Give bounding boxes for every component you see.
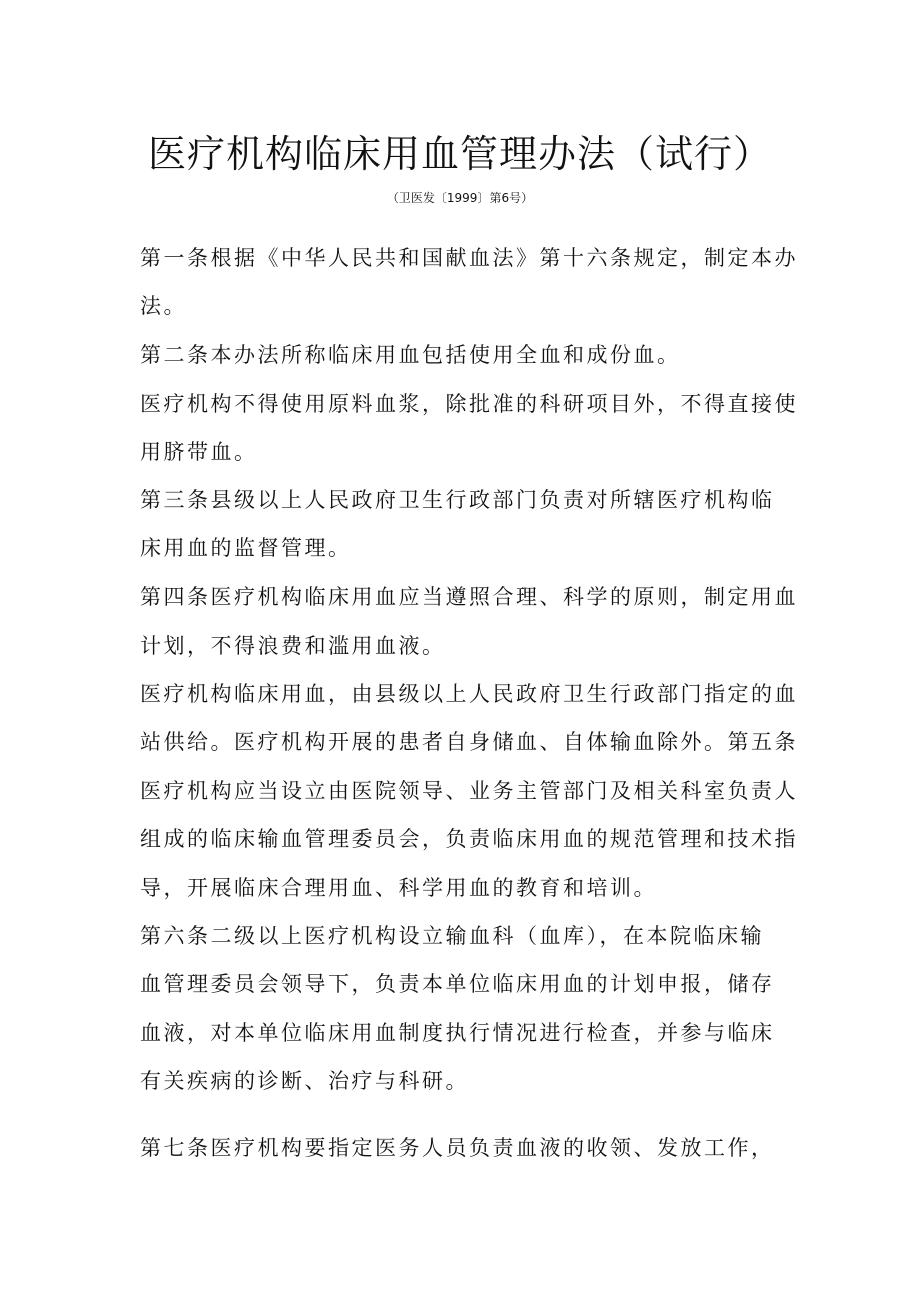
text-line: 医疗机构应当设立由医院领导、业务主管部门及相关科室负责人: [140, 779, 798, 803]
text-line: 第二条本办法所称临床用血包括使用全血和成份血。: [140, 343, 681, 367]
text-line: 血管理委员会领导下，负责本单位临床用血的计划申报，储存: [140, 972, 775, 996]
text-line: 站供给。医疗机构开展的患者自身储血、自体输血除外。第五条: [140, 730, 798, 754]
text-line: 医疗机构不得使用原料血浆，除批准的科研项目外，不得直接使: [140, 392, 798, 416]
text-line: 第四条医疗机构临床用血应当遵照合理、科学的原则，制定用血: [140, 585, 798, 609]
text-line: 法。: [140, 294, 187, 318]
text-line: 床用血的监督管理。: [140, 536, 352, 560]
text-line: 第六条二级以上医疗机构设立输血科（血库），在本院临床输: [140, 924, 764, 948]
text-line: 组成的临床输血管理委员会，负责临床用血的规范管理和技术指: [140, 827, 798, 851]
document-number: （卫医发〔1999〕第6号）: [386, 191, 534, 205]
text-line: 第一条根据《中华人民共和国献血法》第十六条规定，制定本办: [140, 246, 798, 270]
text-line: 有关疾病的诊断、治疗与科研。: [140, 1069, 469, 1093]
text-line: 第七条医疗机构要指定医务人员负责血液的收领、发放工作，: [140, 1136, 775, 1160]
text-line: 医疗机构临床用血，由县级以上人民政府卫生行政部门指定的血: [140, 682, 798, 706]
document-title: 医疗机构临床用血管理办法（试行）: [147, 132, 772, 176]
text-line: 第三条县级以上人民政府卫生行政部门负责对所辖医疗机构临: [140, 488, 775, 512]
text-line: 用脐带血。: [140, 440, 258, 464]
text-line: 导，开展临床合理用血、科学用血的教育和培训。: [140, 876, 657, 900]
text-line: 血液，对本单位临床用血制度执行情况进行检查，并参与临床: [140, 1021, 775, 1045]
text-line: 计划，不得浪费和滥用血液。: [140, 634, 446, 658]
